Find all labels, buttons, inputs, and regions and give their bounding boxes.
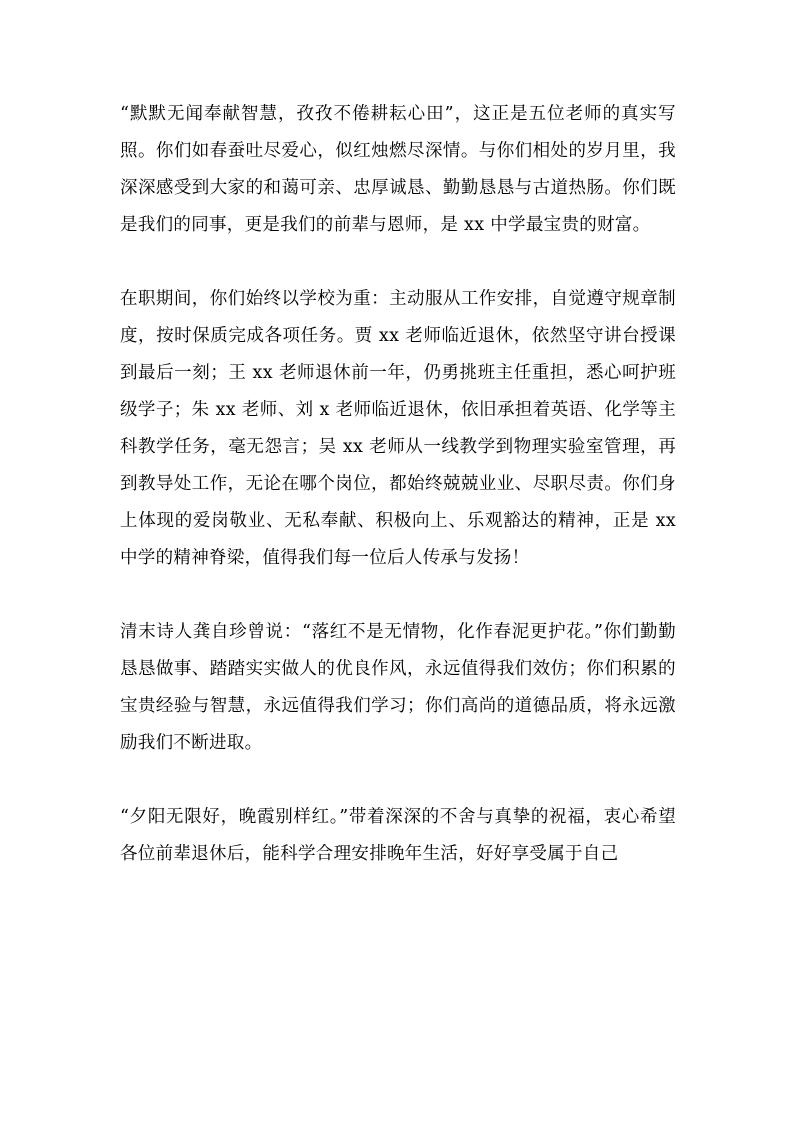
paragraph-service: 在职期间，你们始终以学校为重：主动服从工作安排，自觉遵守规章制度，按时保质完成各项任务。贾 xx 老师临近退休，依然坚守讲台授课到最后一刻；王 xx 老师退休前一年，仍勇挑班主任重担，悉心呵护班级学子；朱 xx 老师、刘 x 老师临近退休，依旧承担着英语、化学等主科教学任务，毫无怨言；吴 xx 老师从一线教学到物理实验室管理，再到教导处工作，无论在哪个岗位，都始终兢兢业业、尽职尽责。你们身上体现的爱岗敬业、无私奉献、积极向上、乐观豁达的精神，正是 xx 中学的精神脊梁，值得我们每一位后人传承与发扬！ <box>120 289 676 568</box>
paragraph-wishes: “夕阳无限好，晚霞别样红。”带着深深的不舍与真挚的祝福，衷心希望各位前辈退休后，能科学合理安排晚年生活，好好享受属于自己 <box>120 807 676 864</box>
paragraph-tribute: “默默无闻奉献智慧，孜孜不倦耕耘心田”，这正是五位老师的真实写照。你们如春蚕吐尽爱心，似红烛燃尽深情。与你们相处的岁月里，我深深感受到大家的和蔼可亲、忠厚诚恳、勤勤恳恳与古道热肠。你们既是我们的同事，更是我们的前辈与恩师，是 xx 中学最宝贵的财富。 <box>120 104 676 235</box>
document-body <box>120 96 676 873</box>
paragraph-quote: 清末诗人龚自珍曾说：“落红不是无情物，化作春泥更护花。”你们勤勤恳恳做事、踏踏实实做人的优良作风，永远值得我们效仿；你们积累的宝贵经验与智慧，永远值得我们学习；你们高尚的道德品质，将永远激励我们不断进取。 <box>120 622 676 753</box>
